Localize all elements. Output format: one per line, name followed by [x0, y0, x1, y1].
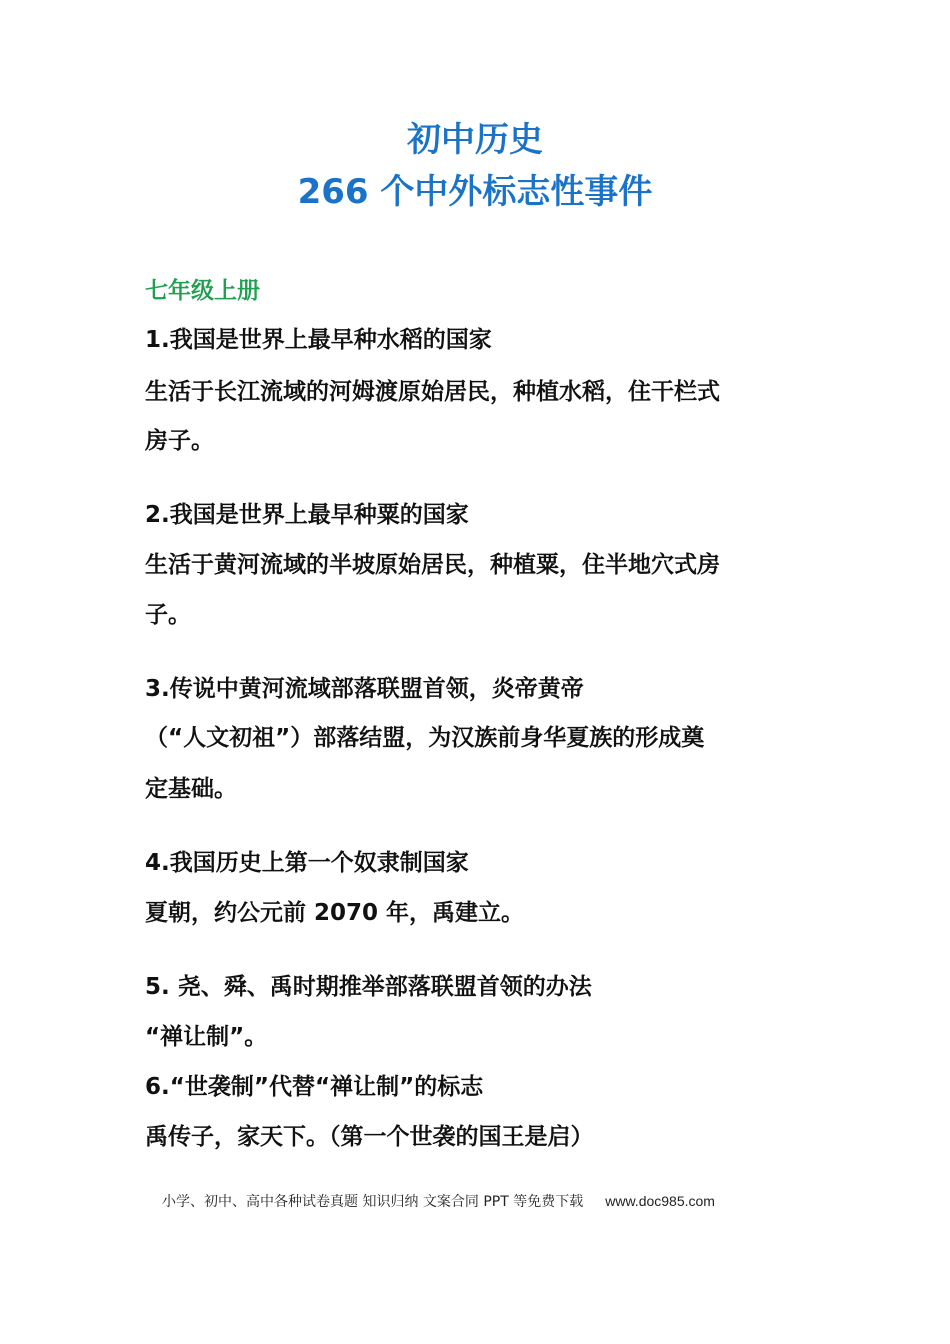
entry-text: 子。 [145, 602, 191, 628]
entry-text: “禅让制”。 [145, 1024, 268, 1050]
entry-heading: 5. 尧、舜、禹时期推举部落联盟首领的办法 [145, 974, 592, 1000]
entry-text: 生活于黄河流域的半坡原始居民，种植粟，住半地穴式房 [145, 552, 720, 578]
footer-text: 小学、初中、高中各种试卷真题 知识归纳 文案合同 PPT 等免费下载 [162, 1194, 584, 1210]
entry-heading: 2.我国是世界上最早种粟的国家 [145, 502, 469, 528]
footer-site-link[interactable]: www.doc985.com [605, 1193, 715, 1209]
entry-text: （“人文初祖”）部落结盟，为汉族前身华夏族的形成奠 [145, 725, 705, 751]
entry-text: 夏朝，约公元前 2070 年，禹建立。 [145, 900, 525, 926]
entry-text: 定基础。 [145, 776, 237, 802]
page-footer [162, 1190, 715, 1213]
document-title: 初中历史 [407, 120, 543, 160]
document-subtitle: 266 个中外标志性事件 [297, 172, 653, 212]
entry-heading: 6.“世袭制”代替“禅让制”的标志 [145, 1074, 484, 1100]
entry-heading: 1.我国是世界上最早种水稻的国家 [145, 327, 492, 353]
entry-heading: 4.我国历史上第一个奴隶制国家 [145, 850, 469, 876]
entry-text: 生活于长江流域的河姆渡原始居民，种植水稻，住干栏式 [145, 379, 720, 405]
entry-text: 房子。 [145, 428, 214, 454]
entry-text: 禹传子，家天下。（第一个世袭的国王是启） [145, 1124, 594, 1150]
entry-heading: 3.传说中黄河流域部落联盟首领，炎帝黄帝 [145, 676, 584, 702]
section-heading: 七年级上册 [145, 278, 260, 304]
